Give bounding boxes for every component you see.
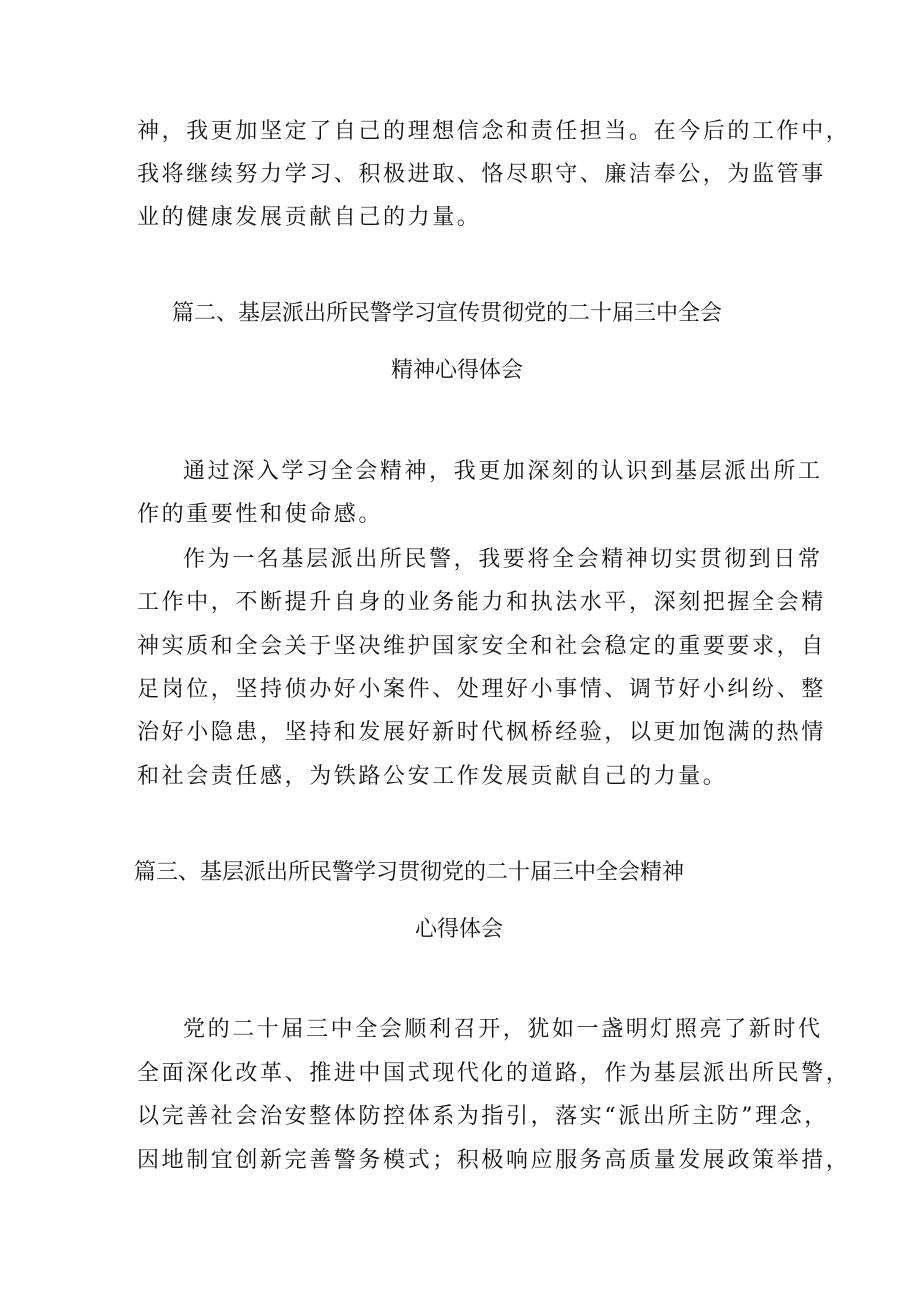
body-line: 治好小隐患，坚持和发展好新时代枫桥经验，以更加饱满的热情 [137,720,826,745]
section-heading: 精神心得体会 [391,358,524,383]
body-line: 以完善社会治安整体防控体系为指引，落实“派出所主防”理念， [137,1104,829,1129]
body-line: 作为一名基层派出所民警，我要将全会精神切实贯彻到日常 [183,547,823,572]
body-line: 我将继续努力学习、积极进取、恪尽职守、廉洁奉公，为监管事 [137,162,826,187]
section-heading: 篇二、基层派出所民警学习宣传贯彻党的二十届三中全会 [172,301,723,326]
body-line: 业的健康发展贡献自己的力量。 [137,205,482,230]
body-line: 神，我更加坚定了自己的理想信念和责任担当。在今后的工作中， [137,119,851,144]
body-line: 和社会责任感，为铁路公安工作发展贡献自己的力量。 [137,764,728,789]
body-line: 作的重要性和使命感。 [137,502,384,527]
body-line: 因地制宜创新完善警务模式；积极响应服务高质量发展政策举措， [137,1148,851,1173]
body-line: 党的二十届三中全会顺利召开，犹如一盏明灯照亮了新时代 [183,1017,823,1042]
body-line: 工作中，不断提升自身的业务能力和执法水平，深刻把握全会精 [137,590,826,615]
body-line: 神实质和全会关于坚决维护国家安全和社会稳定的重要要求，自 [137,634,826,659]
section-heading: 篇三、基层派出所民警学习贯彻党的二十届三中全会精神 [134,860,685,885]
body-line: 全面深化改革、推进中国式现代化的道路，作为基层派出所民警， [137,1061,851,1086]
body-line: 足岗位，坚持侦办好小案件、处理好小事情、调节好小纠纷、整 [137,677,826,702]
body-line: 通过深入学习全会精神，我更加深刻的认识到基层派出所工 [183,459,823,484]
section-heading: 心得体会 [415,917,504,942]
